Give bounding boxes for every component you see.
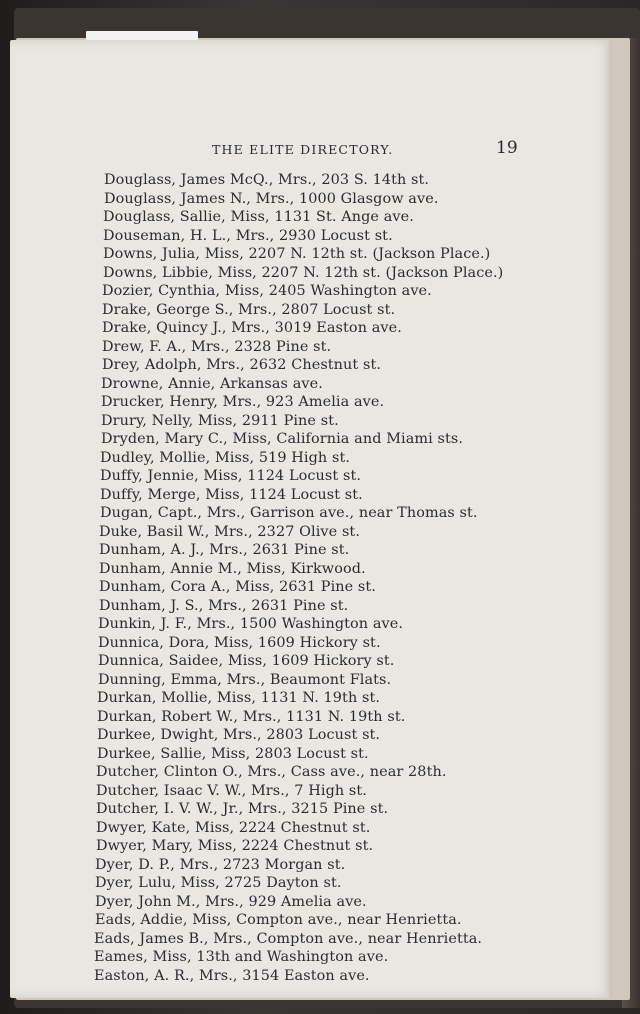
directory-entry: Dwyer, Kate, Miss, 2224 Chestnut st.	[96, 820, 371, 836]
directory-entry: Easton, A. R., Mrs., 3154 Easton ave.	[94, 968, 370, 984]
directory-entry: Douglass, James N., Mrs., 1000 Glasgow ave.	[104, 191, 439, 207]
directory-entry: Drury, Nelly, Miss, 2911 Pine st.	[101, 413, 339, 429]
directory-entry: Drey, Adolph, Mrs., 2632 Chestnut st.	[102, 357, 382, 373]
page-tab-strip	[86, 31, 198, 40]
page-edge	[606, 40, 612, 998]
directory-entry: Dutcher, Clinton O., Mrs., Cass ave., near 28th.	[96, 764, 447, 780]
directory-entry: Eames, Miss, 13th and Washington ave.	[94, 949, 389, 965]
directory-entry: Dunnica, Saidee, Miss, 1609 Hickory st.	[98, 653, 395, 669]
directory-entry: Dunkin, J. F., Mrs., 1500 Washington ave.	[98, 616, 404, 632]
directory-entry: Dutcher, Isaac V. W., Mrs., 7 High st.	[96, 783, 367, 799]
directory-entry: Drowne, Annie, Arkansas ave.	[101, 376, 323, 392]
directory-entry: Drucker, Henry, Mrs., 923 Amelia ave.	[101, 394, 385, 410]
directory-entry: Douglass, Sallie, Miss, 1131 St. Ange ave.	[103, 209, 414, 225]
directory-entry: Duffy, Jennie, Miss, 1124 Locust st.	[100, 468, 361, 484]
directory-entry: Eads, James B., Mrs., Compton ave., near Henrietta.	[94, 931, 483, 947]
directory-entry: Dyer, John M., Mrs., 929 Amelia ave.	[95, 894, 367, 910]
directory-page	[10, 40, 612, 998]
directory-entry: Dwyer, Mary, Miss, 2224 Chestnut st.	[96, 838, 374, 854]
directory-entry: Douglass, James McQ., Mrs., 203 S. 14th st.	[104, 172, 430, 188]
directory-entry: Dunnica, Dora, Miss, 1609 Hickory st.	[98, 635, 381, 651]
directory-entry: Drake, Quincy J., Mrs., 3019 Easton ave.	[102, 320, 402, 336]
directory-entry: Dozier, Cynthia, Miss, 2405 Washington ave.	[102, 283, 432, 299]
page-number: 19	[496, 138, 518, 158]
running-head: THE ELITE DIRECTORY.	[212, 142, 394, 157]
directory-entry: Dryden, Mary C., Miss, California and Miami sts.	[101, 431, 464, 447]
directory-entry: Downs, Libbie, Miss, 2207 N. 12th st. (Jackson Place.)	[103, 265, 504, 281]
directory-entry: Dunham, Cora A., Miss, 2631 Pine st.	[99, 579, 376, 595]
directory-entry: Dunham, J. S., Mrs., 2631 Pine st.	[99, 598, 349, 614]
directory-entry: Durkee, Dwight, Mrs., 2803 Locust st.	[97, 727, 381, 743]
directory-entry: Dutcher, I. V. W., Jr., Mrs., 3215 Pine st.	[96, 801, 389, 817]
directory-entry: Dudley, Mollie, Miss, 519 High st.	[100, 450, 351, 466]
directory-entry: Douseman, H. L., Mrs., 2930 Locust st.	[103, 228, 393, 244]
directory-entry: Dunning, Emma, Mrs., Beaumont Flats.	[98, 672, 392, 688]
directory-entry: Durkan, Mollie, Miss, 1131 N. 19th st.	[97, 690, 381, 706]
directory-entry: Drake, George S., Mrs., 2807 Locust st.	[102, 302, 396, 318]
directory-entry: Durkee, Sallie, Miss, 2803 Locust st.	[97, 746, 369, 762]
directory-entry: Eads, Addie, Miss, Compton ave., near Henrietta.	[95, 912, 462, 928]
directory-entry: Duke, Basil W., Mrs., 2327 Olive st.	[99, 524, 360, 540]
directory-entry: Downs, Julia, Miss, 2207 N. 12th st. (Jackson Place.)	[103, 246, 491, 262]
directory-entry: Dyer, D. P., Mrs., 2723 Morgan st.	[95, 857, 346, 873]
directory-entry: Duffy, Merge, Miss, 1124 Locust st.	[100, 487, 363, 503]
directory-entry: Dugan, Capt., Mrs., Garrison ave., near Thomas st.	[100, 505, 478, 521]
directory-entry: Dyer, Lulu, Miss, 2725 Dayton st.	[95, 875, 342, 891]
directory-entry: Dunham, Annie M., Miss, Kirkwood.	[99, 561, 366, 577]
directory-entry: Dunham, A. J., Mrs., 2631 Pine st.	[99, 542, 350, 558]
directory-entry: Drew, F. A., Mrs., 2328 Pine st.	[102, 339, 332, 355]
directory-entry: Durkan, Robert W., Mrs., 1131 N. 19th st.	[97, 709, 406, 725]
page-header	[10, 138, 612, 162]
